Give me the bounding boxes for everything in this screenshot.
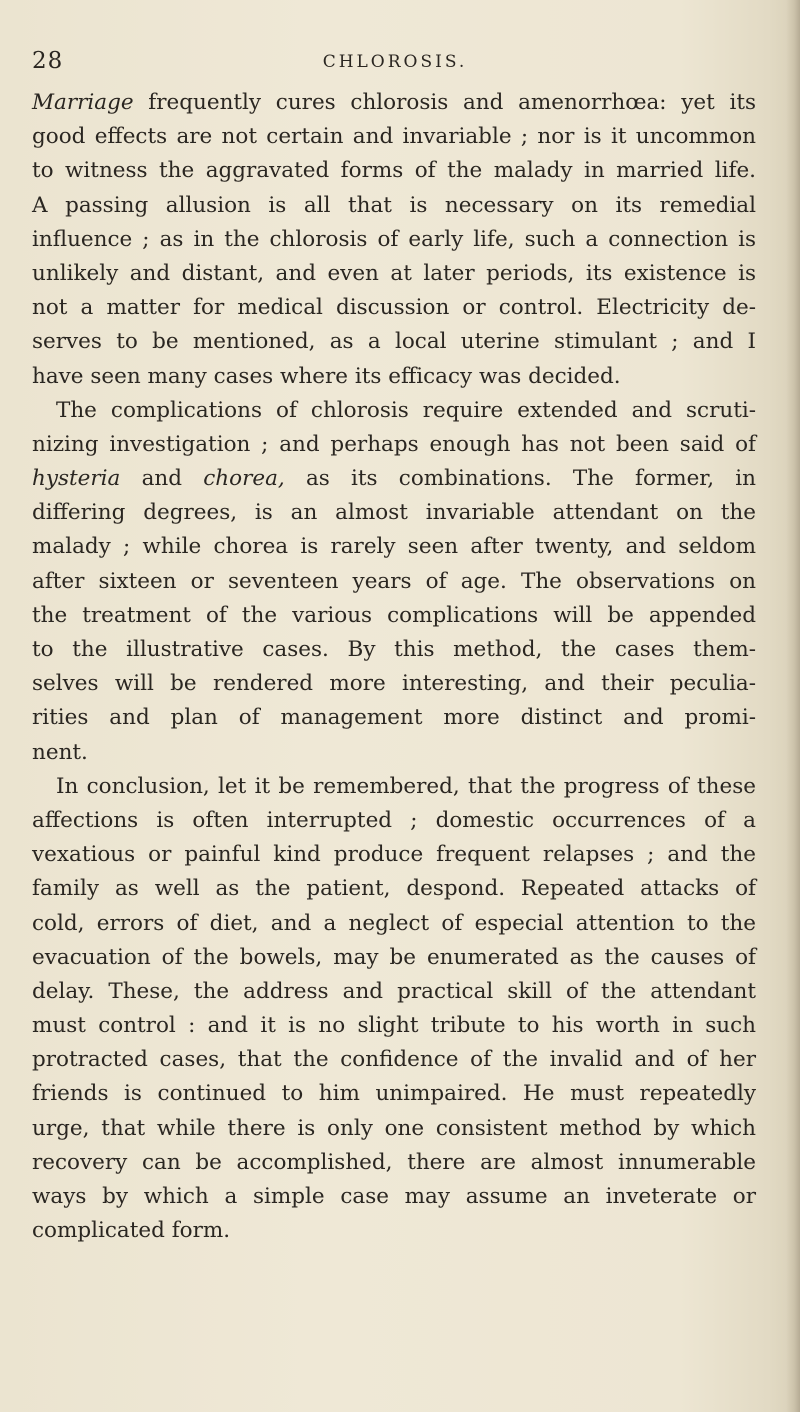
text-line: friends is continued to him unimpaired. He must repeatedly [32,1081,756,1107]
text-line: not a matter for medical discussion or control. Electricity de- [32,295,756,321]
text-line: urge, that while there is only one consistent method by which [32,1115,756,1141]
running-head: CHLOROSIS. [322,52,468,72]
text-line: vexatious or painful kind produce frequent relapses ; and the [32,842,756,868]
text-line: protracted cases, that the confidence of the invalid and of her [32,1047,756,1073]
text-line: unlikely and distant, and even at later periods, its existence is [32,260,756,286]
text-line: after sixteen or seventeen years of age. The observations on [32,568,756,594]
text-line [32,86,756,120]
body-text [32,86,756,1248]
italic-term: chorea, [203,466,285,492]
text-line: nizing investigation ; and perhaps enough has not been said of [32,431,756,457]
text-line: selves will be rendered more interesting, and their peculia- [32,671,756,697]
line-text: frequently cures chlorosis and amenorrhœa: yet its [133,90,756,115]
page-header [32,48,758,80]
text-line: malady ; while chorea is rarely seen after twenty, and seldom [32,534,756,560]
paragraph [32,394,756,770]
text-line: A passing allusion is all that is necessary on its remedial [32,192,756,218]
text-line: nent. [32,739,88,765]
text-line: must control : and it is no slight tribute to his worth in such [32,1013,756,1039]
text-line: family as well as the patient, despond. Repeated attacks of [32,876,756,902]
paragraph [32,770,756,1249]
text-line: complicated form. [32,1218,231,1244]
page-edge-shadow [786,0,800,1412]
page-number: 28 [32,48,64,74]
text-line: The complications of chlorosis require extended and scruti- [56,397,756,423]
text-line: the treatment of the various complications will be appended [32,602,756,628]
line-text: and [120,466,204,492]
text-line [32,462,756,496]
text-line: evacuation of the bowels, may be enumerated as the causes of [32,944,756,970]
text-line: recovery can be accomplished, there are almost innumerable [32,1149,756,1175]
text-line: good effects are not certain and invariable ; nor is it uncommon [32,124,756,150]
text-line: rities and plan of management more distinct and promi- [32,705,756,731]
text-line: influence ; as in the chlorosis of early life, such a connection is [32,226,756,252]
text-line: serves to be mentioned, as a local uterine stimulant ; and I [32,329,756,355]
italic-term: hysteria [32,466,121,492]
text-line: to the illustrative cases. By this method, the cases them- [32,637,756,662]
text-line: affections is often interrupted ; domestic occurrences of a [32,807,756,833]
text-line: cold, errors of diet, and a neglect of especial attention to the [32,910,756,936]
text-line: to witness the aggravated forms of the malady in married life. [32,158,756,184]
text-line: ways by which a simple case may assume an inveterate or [32,1184,756,1209]
text-line: delay. These, the address and practical skill of the attendant [32,978,756,1004]
italic-term: Marriage [32,90,134,115]
text-line: In conclusion, let it be remembered, that the progress of these [56,773,756,799]
text-line: differing degrees, is an almost invariable attendant on the [32,500,756,526]
line-text: as its combinations. The former, in [284,466,756,492]
text-line: have seen many cases where its efficacy was decided. [32,363,621,389]
paragraph [32,86,756,394]
